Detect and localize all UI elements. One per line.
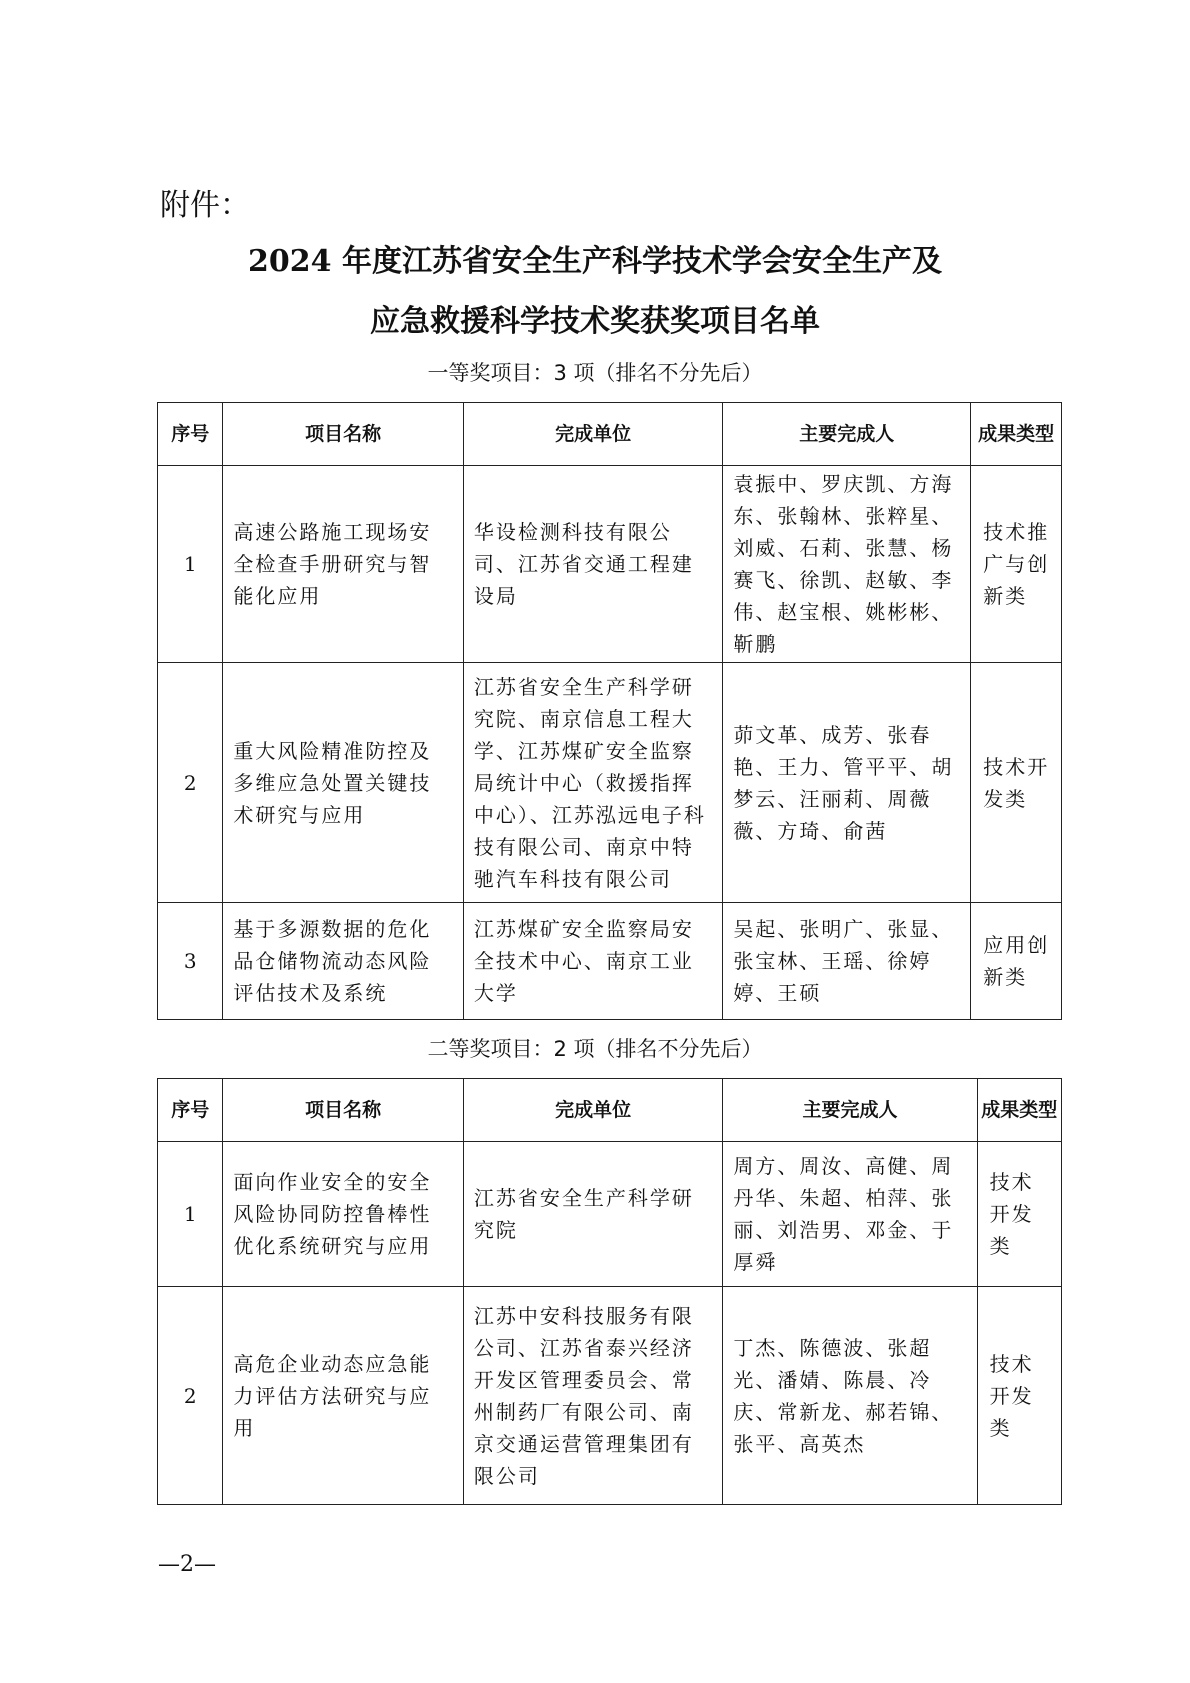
row-type: 技术开发类 (971, 663, 1062, 903)
row-type: 应用创新类 (971, 903, 1062, 1020)
row-index: 1 (158, 1142, 223, 1287)
row-project-name: 面向作业安全的安全风险协同防控鲁棒性优化系统研究与应用 (223, 1142, 464, 1287)
header-people: 主要完成人 (723, 1079, 977, 1142)
header-project-name: 项目名称 (223, 1079, 464, 1142)
row-unit: 江苏煤矿安全监察局安全技术中心、南京工业大学 (463, 903, 722, 1020)
table-header-row (158, 403, 1062, 466)
row-type: 技术开发类 (977, 1142, 1061, 1287)
row-people: 周方、周汝、高健、周丹华、朱超、柏萍、张丽、刘浩男、邓金、于厚舜 (723, 1142, 977, 1287)
table-header-row (158, 1079, 1062, 1142)
header-index: 序号 (158, 1079, 223, 1142)
row-unit: 江苏省安全生产科学研究院、南京信息工程大学、江苏煤矿安全监察局统计中心（救援指挥中心）、江苏泓远电子科技有限公司、南京中特驰汽车科技有限公司 (463, 663, 722, 903)
table-row (158, 466, 1062, 663)
table-row (158, 1142, 1062, 1287)
attachment-label: 附件： (160, 188, 250, 223)
page-number: —2— (158, 1552, 216, 1577)
first-prize-heading: 一等奖项目：3 项（排名不分先后） (427, 361, 763, 385)
first-prize-table (157, 402, 1062, 1020)
row-project-name: 基于多源数据的危化品仓储物流动态风险评估技术及系统 (223, 903, 464, 1020)
row-unit: 江苏中安科技服务有限公司、江苏省泰兴经济开发区管理委员会、常州制药厂有限公司、南京交通运营管理集团有限公司 (463, 1287, 722, 1505)
header-type: 成果类型 (971, 403, 1062, 466)
row-unit: 江苏省安全生产科学研究院 (463, 1142, 722, 1287)
header-project-name: 项目名称 (223, 403, 464, 466)
row-index: 2 (158, 663, 223, 903)
row-type: 技术开发类 (977, 1287, 1061, 1505)
second-prize-table (157, 1078, 1062, 1505)
row-index: 1 (158, 466, 223, 663)
row-project-name: 高危企业动态应急能力评估方法研究与应用 (223, 1287, 464, 1505)
row-project-name: 高速公路施工现场安全检查手册研究与智能化应用 (223, 466, 464, 663)
row-people: 袁振中、罗庆凯、方海东、张翰林、张粹星、刘威、石莉、张慧、杨赛飞、徐凯、赵敏、李伟、赵宝根、姚彬彬、靳鹏 (723, 466, 971, 663)
row-index: 2 (158, 1287, 223, 1505)
row-unit: 华设检测科技有限公司、江苏省交通工程建设局 (463, 466, 722, 663)
row-people: 茆文革、成芳、张春艳、王力、管平平、胡梦云、汪丽莉、周薇薇、方琦、俞茜 (723, 663, 971, 903)
second-prize-heading: 二等奖项目：2 项（排名不分先后） (427, 1037, 763, 1061)
header-index: 序号 (158, 403, 223, 466)
row-people: 吴起、张明广、张显、张宝林、王瑶、徐婷婷、王硕 (723, 903, 971, 1020)
document-title-line1: 2024 年度江苏省安全生产科学技术学会安全生产及 (248, 244, 942, 279)
row-project-name: 重大风险精准防控及多维应急处置关键技术研究与应用 (223, 663, 464, 903)
header-type: 成果类型 (977, 1079, 1061, 1142)
table-row (158, 663, 1062, 903)
document-title-line2: 应急救援科学技术奖获奖项目名单 (370, 304, 820, 339)
table-row (158, 1287, 1062, 1505)
header-unit: 完成单位 (463, 403, 722, 466)
header-unit: 完成单位 (463, 1079, 722, 1142)
table-row (158, 903, 1062, 1020)
header-people: 主要完成人 (723, 403, 971, 466)
row-type: 技术推广与创新类 (971, 466, 1062, 663)
row-index: 3 (158, 903, 223, 1020)
row-people: 丁杰、陈德波、张超光、潘婧、陈晨、冷庆、常新龙、郝若锦、张平、高英杰 (723, 1287, 977, 1505)
